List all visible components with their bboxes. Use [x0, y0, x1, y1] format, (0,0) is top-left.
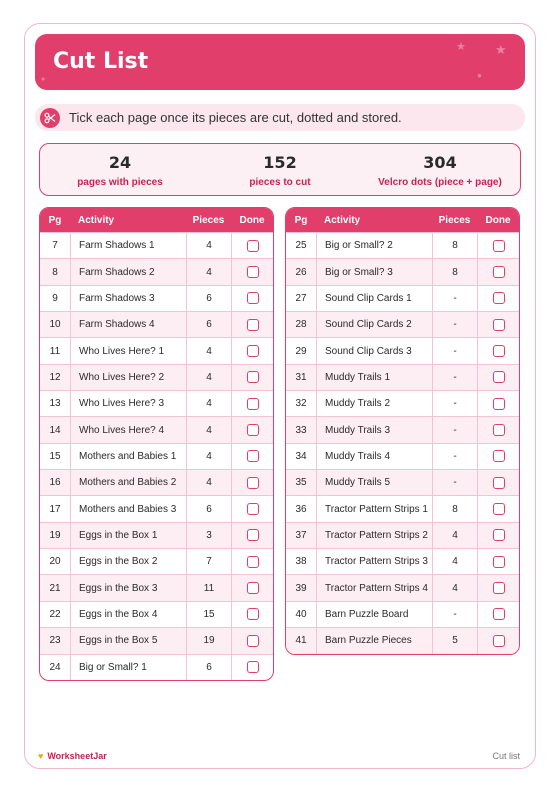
table-header: [286, 208, 519, 232]
row-done-cell: [477, 496, 519, 521]
row-pieces: 4: [186, 259, 231, 284]
row-done-cell: [231, 655, 273, 680]
done-checkbox[interactable]: [247, 529, 259, 541]
row-activity: Muddy Trails 1: [316, 365, 432, 390]
row-done-cell: [231, 233, 273, 258]
row-done-cell: [231, 417, 273, 442]
row-page: 26: [295, 266, 307, 278]
stat-velcro: [360, 144, 520, 188]
done-checkbox[interactable]: [493, 398, 505, 410]
row-activity: Farm Shadows 3: [70, 286, 186, 311]
row-page: 38: [295, 556, 307, 568]
stat-pages: [40, 144, 200, 188]
done-checkbox[interactable]: [247, 266, 259, 278]
row-pieces: 4: [186, 444, 231, 469]
row-activity: Farm Shadows 1: [70, 233, 186, 258]
row-activity: Eggs in the Box 2: [70, 549, 186, 574]
done-checkbox[interactable]: [247, 582, 259, 594]
table-row: [286, 627, 519, 653]
cut-table-right: [285, 207, 520, 655]
table-row: [40, 390, 273, 416]
done-checkbox[interactable]: [493, 266, 505, 278]
row-pieces: -: [432, 338, 477, 363]
row-activity: Sound Clip Cards 2: [316, 312, 432, 337]
row-done-cell: [231, 312, 273, 337]
row-done-cell: [477, 312, 519, 337]
row-pieces: 4: [186, 470, 231, 495]
row-done-cell: [231, 444, 273, 469]
row-page: 13: [49, 398, 61, 410]
row-page: 17: [49, 503, 61, 515]
table-row: [286, 311, 519, 337]
footer-brand: [38, 751, 107, 761]
row-pieces: 4: [186, 233, 231, 258]
row-pieces: 11: [186, 575, 231, 600]
table-row: [40, 601, 273, 627]
header-done: Done: [485, 214, 511, 226]
done-checkbox[interactable]: [493, 529, 505, 541]
header-done: Done: [239, 214, 265, 226]
row-done-cell: [231, 496, 273, 521]
row-page: 7: [52, 240, 58, 252]
table-row: [40, 574, 273, 600]
table-row: [40, 627, 273, 653]
row-done-cell: [231, 365, 273, 390]
done-checkbox[interactable]: [493, 635, 505, 647]
row-activity: Tractor Pattern Strips 3: [316, 549, 432, 574]
row-activity: Mothers and Babies 3: [70, 496, 186, 521]
row-page: 29: [295, 345, 307, 357]
table-row: [286, 390, 519, 416]
header-pg: Pg: [48, 214, 62, 226]
row-pieces: 3: [186, 523, 231, 548]
row-done-cell: [231, 575, 273, 600]
table-row: [286, 416, 519, 442]
row-done-cell: [231, 549, 273, 574]
done-checkbox[interactable]: [493, 292, 505, 304]
table-body: [286, 232, 519, 654]
table-row: [40, 232, 273, 258]
row-page: 33: [295, 424, 307, 436]
row-page: 10: [49, 319, 61, 331]
row-done-cell: [477, 233, 519, 258]
done-checkbox[interactable]: [493, 556, 505, 568]
table-row: [40, 443, 273, 469]
row-activity: Eggs in the Box 1: [70, 523, 186, 548]
row-page: 35: [295, 477, 307, 489]
row-page: 41: [295, 635, 307, 647]
stat-value: 152: [263, 153, 297, 172]
row-page: 31: [295, 371, 307, 383]
stat-value: 24: [108, 153, 132, 172]
row-page: 22: [49, 608, 61, 620]
done-checkbox[interactable]: [493, 450, 505, 462]
row-done-cell: [477, 444, 519, 469]
row-activity: Muddy Trails 5: [316, 470, 432, 495]
row-done-cell: [477, 523, 519, 548]
table-row: [40, 337, 273, 363]
row-done-cell: [477, 470, 519, 495]
table-row: [286, 548, 519, 574]
title-banner: [35, 34, 525, 90]
row-activity: Barn Puzzle Pieces: [316, 628, 432, 653]
row-done-cell: [231, 286, 273, 311]
row-page: 39: [295, 582, 307, 594]
instruction-text: Tick each page once its pieces are cut, dotted and stored.: [69, 110, 402, 125]
row-done-cell: [477, 338, 519, 363]
row-activity: Sound Clip Cards 1: [316, 286, 432, 311]
row-done-cell: [231, 338, 273, 363]
row-pieces: -: [432, 417, 477, 442]
row-activity: Eggs in the Box 5: [70, 628, 186, 653]
row-pieces: 15: [186, 602, 231, 627]
done-checkbox[interactable]: [247, 345, 259, 357]
row-activity: Who Lives Here? 4: [70, 417, 186, 442]
header-pg: Pg: [294, 214, 308, 226]
table-row: [40, 285, 273, 311]
done-checkbox[interactable]: [247, 398, 259, 410]
table-row: [286, 258, 519, 284]
done-checkbox[interactable]: [493, 477, 505, 489]
header-pieces: Pieces: [438, 214, 471, 226]
done-checkbox[interactable]: [493, 608, 505, 620]
row-activity: Tractor Pattern Strips 4: [316, 575, 432, 600]
row-pieces: 19: [186, 628, 231, 653]
row-page: 24: [49, 661, 61, 673]
instruction-bar: [35, 104, 525, 131]
scissors-icon: [40, 108, 60, 128]
row-done-cell: [231, 523, 273, 548]
row-activity: Who Lives Here? 1: [70, 338, 186, 363]
row-pieces: -: [432, 470, 477, 495]
stat-pieces: [200, 144, 360, 188]
row-pieces: 4: [432, 523, 477, 548]
row-done-cell: [231, 470, 273, 495]
row-page: 32: [295, 398, 307, 410]
row-done-cell: [231, 259, 273, 284]
stat-label: pages with pieces: [77, 177, 163, 188]
row-page: 25: [295, 240, 307, 252]
row-pieces: -: [432, 286, 477, 311]
done-checkbox[interactable]: [493, 371, 505, 383]
stat-label: Velcro dots (piece + page): [378, 177, 502, 188]
row-done-cell: [477, 286, 519, 311]
row-pieces: 7: [186, 549, 231, 574]
table-row: [40, 548, 273, 574]
done-checkbox[interactable]: [247, 240, 259, 252]
dot-icon: ●: [477, 71, 482, 80]
done-checkbox[interactable]: [247, 503, 259, 515]
row-done-cell: [231, 628, 273, 653]
table-row: [286, 522, 519, 548]
done-checkbox[interactable]: [247, 319, 259, 331]
row-pieces: -: [432, 365, 477, 390]
stat-label: pieces to cut: [249, 177, 311, 188]
done-checkbox[interactable]: [493, 319, 505, 331]
row-pieces: 4: [186, 365, 231, 390]
done-checkbox[interactable]: [247, 608, 259, 620]
heart-icon: ♥: [38, 751, 44, 761]
done-checkbox[interactable]: [247, 292, 259, 304]
done-checkbox[interactable]: [247, 424, 259, 436]
row-done-cell: [231, 602, 273, 627]
table-body: [40, 232, 273, 680]
table-row: [40, 654, 273, 680]
table-row: [40, 364, 273, 390]
row-pieces: 5: [432, 628, 477, 653]
row-activity: Eggs in the Box 4: [70, 602, 186, 627]
row-page: 40: [295, 608, 307, 620]
row-activity: Big or Small? 3: [316, 259, 432, 284]
header-pieces: Pieces: [192, 214, 225, 226]
row-pieces: 6: [186, 496, 231, 521]
row-pieces: -: [432, 391, 477, 416]
row-page: 19: [49, 529, 61, 541]
done-checkbox[interactable]: [493, 503, 505, 515]
row-activity: Mothers and Babies 2: [70, 470, 186, 495]
row-pieces: -: [432, 602, 477, 627]
row-activity: Tractor Pattern Strips 1: [316, 496, 432, 521]
row-pieces: 6: [186, 655, 231, 680]
row-done-cell: [477, 549, 519, 574]
row-pieces: 4: [432, 549, 477, 574]
row-done-cell: [231, 391, 273, 416]
row-activity: Muddy Trails 2: [316, 391, 432, 416]
done-checkbox[interactable]: [247, 661, 259, 673]
row-page: 14: [49, 424, 61, 436]
stat-value: 304: [423, 153, 457, 172]
header-activity: Activity: [324, 214, 361, 226]
done-checkbox[interactable]: [493, 345, 505, 357]
done-checkbox[interactable]: [247, 450, 259, 462]
row-activity: Who Lives Here? 3: [70, 391, 186, 416]
row-pieces: 4: [432, 575, 477, 600]
done-checkbox[interactable]: [493, 240, 505, 252]
row-activity: Sound Clip Cards 3: [316, 338, 432, 363]
row-pieces: 8: [432, 233, 477, 258]
row-pieces: 4: [186, 338, 231, 363]
table-row: [40, 258, 273, 284]
row-activity: Farm Shadows 4: [70, 312, 186, 337]
table-header: [40, 208, 273, 232]
row-page: 36: [295, 503, 307, 515]
done-checkbox[interactable]: [247, 371, 259, 383]
done-checkbox[interactable]: [247, 635, 259, 647]
row-activity: Big or Small? 1: [70, 655, 186, 680]
row-activity: Muddy Trails 4: [316, 444, 432, 469]
row-pieces: -: [432, 444, 477, 469]
row-page: 23: [49, 635, 61, 647]
row-pieces: 4: [186, 417, 231, 442]
header-activity: Activity: [78, 214, 115, 226]
star-icon: ★: [495, 42, 507, 57]
table-row: [286, 601, 519, 627]
row-done-cell: [477, 391, 519, 416]
table-row: [286, 443, 519, 469]
row-pieces: 4: [186, 391, 231, 416]
row-page: 34: [295, 450, 307, 462]
stats-panel: [39, 143, 521, 196]
row-pieces: 8: [432, 496, 477, 521]
row-page: 21: [49, 582, 61, 594]
star-icon: ★: [456, 41, 466, 53]
row-activity: Mothers and Babies 1: [70, 444, 186, 469]
row-done-cell: [477, 602, 519, 627]
table-row: [286, 337, 519, 363]
row-page: 27: [295, 292, 307, 304]
done-checkbox[interactable]: [247, 556, 259, 568]
table-row: [40, 469, 273, 495]
row-page: 15: [49, 450, 61, 462]
row-activity: Eggs in the Box 3: [70, 575, 186, 600]
table-row: [40, 495, 273, 521]
row-done-cell: [477, 628, 519, 653]
done-checkbox[interactable]: [493, 582, 505, 594]
row-activity: Farm Shadows 2: [70, 259, 186, 284]
row-page: 37: [295, 529, 307, 541]
row-page: 12: [49, 371, 61, 383]
row-pieces: 6: [186, 312, 231, 337]
row-done-cell: [477, 259, 519, 284]
done-checkbox[interactable]: [247, 477, 259, 489]
row-activity: Tractor Pattern Strips 2: [316, 523, 432, 548]
row-page: 9: [52, 292, 58, 304]
row-page: 28: [295, 319, 307, 331]
brand-name: WorksheetJar: [47, 751, 107, 761]
page-title: Cut List: [53, 49, 149, 74]
row-activity: Muddy Trails 3: [316, 417, 432, 442]
done-checkbox[interactable]: [493, 424, 505, 436]
table-row: [40, 416, 273, 442]
cut-table-left: [39, 207, 274, 681]
row-page: 20: [49, 556, 61, 568]
row-pieces: 8: [432, 259, 477, 284]
row-activity: Barn Puzzle Board: [316, 602, 432, 627]
table-row: [286, 285, 519, 311]
table-row: [286, 364, 519, 390]
row-done-cell: [477, 417, 519, 442]
footer-label: Cut list: [492, 751, 520, 761]
table-row: [40, 522, 273, 548]
table-row: [40, 311, 273, 337]
dot-icon: ●: [41, 76, 46, 83]
row-activity: Who Lives Here? 2: [70, 365, 186, 390]
row-done-cell: [477, 575, 519, 600]
row-pieces: -: [432, 312, 477, 337]
row-done-cell: [477, 365, 519, 390]
row-page: 16: [49, 477, 61, 489]
row-page: 8: [52, 266, 58, 278]
table-row: [286, 469, 519, 495]
table-row: [286, 232, 519, 258]
row-page: 11: [49, 345, 61, 357]
row-pieces: 6: [186, 286, 231, 311]
table-row: [286, 495, 519, 521]
row-activity: Big or Small? 2: [316, 233, 432, 258]
table-row: [286, 574, 519, 600]
